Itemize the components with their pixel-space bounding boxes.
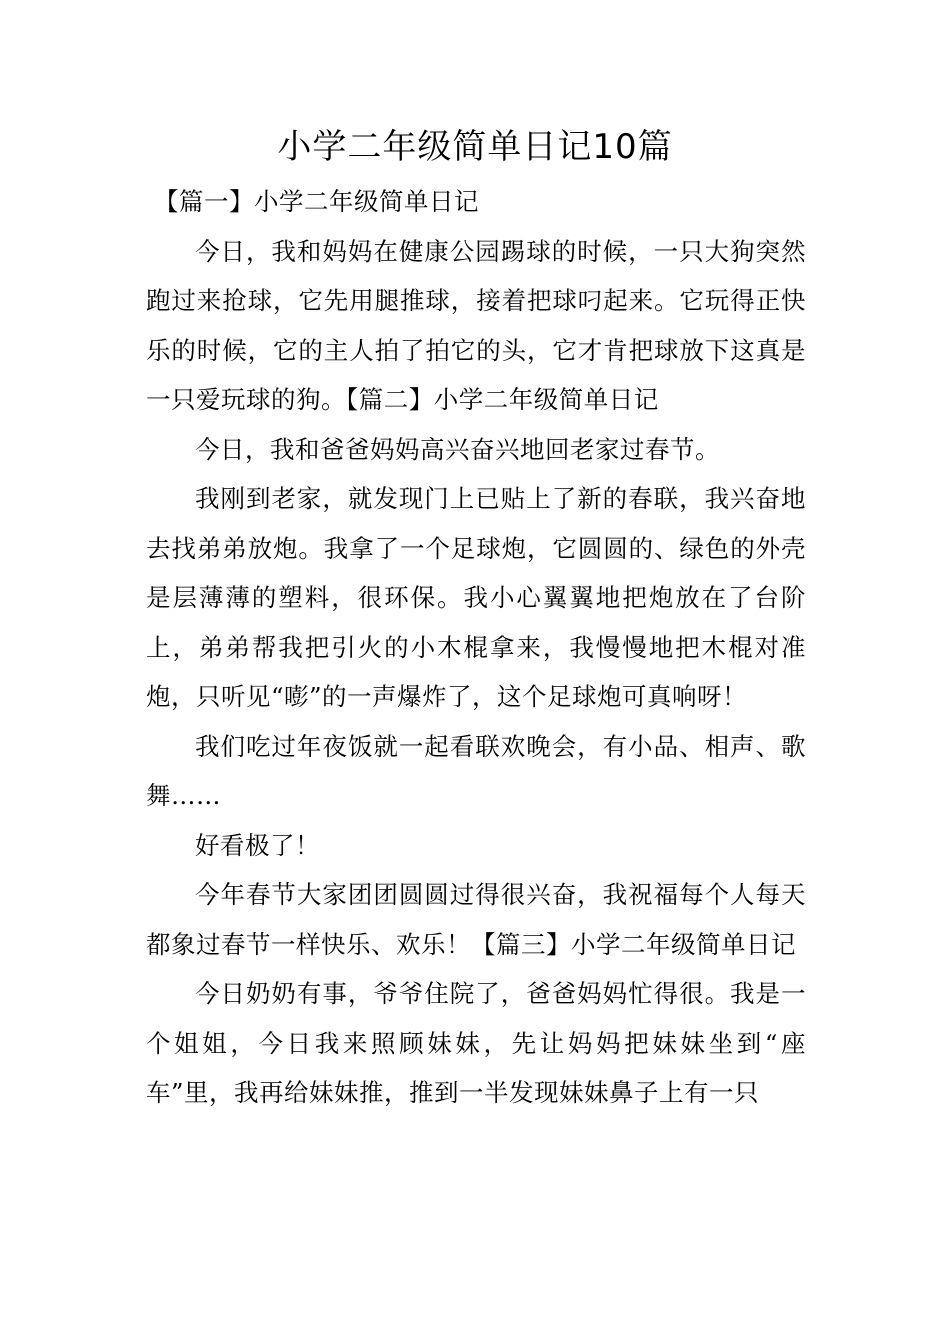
paragraph: 好看极了！: [195, 830, 320, 860]
paragraph: 今年春节大家团团圆圆过得很兴奋，我祝福每个人每天都象过春节一样快乐、欢乐！【篇三】小学二年级简单日记: [146, 880, 806, 959]
paragraph: 我刚到老家，就发现门上已贴上了新的春联，我兴奋地去找弟弟放炮。我拿了一个足球炮，它圆圆的、绿色的外壳是层薄薄的塑料，很环保。我小心翼翼地把炮放在了台阶上，弟弟帮我把引火的小木棍拿来，我慢慢地把木棍对准炮，只听见“嘭”的一声爆炸了，这个足球炮可真响呀！: [146, 484, 806, 711]
paragraph: 我们吃过年夜饭就一起看联欢晚会，有小品、相声、歌舞……: [146, 731, 806, 810]
document-title: 小学二年级简单日记10篇: [277, 127, 673, 167]
paragraph: 今日，我和妈妈在健康公园踢球的时候，一只大狗突然跑过来抢球，它先用腿推球，接着把球叼起来。它玩得正快乐的时候，它的主人拍了拍它的头，它才肯把球放下这真是一只爱玩球的狗。【篇二】小学二年级简单日记: [146, 236, 806, 414]
paragraph: 今日奶奶有事，爷爷住院了，爸爸妈妈忙得很。我是一个姐姐，今日我来照顾妹妹，先让妈妈把妹妹坐到“座车”里，我再给妹妹推，推到一半发现妹妹鼻子上有一只: [146, 979, 806, 1107]
document-body: [146, 177, 806, 1118]
paragraph: 今日，我和爸爸妈妈高兴奋兴地回老家过春节。: [195, 434, 720, 464]
section-heading: 【篇一】小学二年级简单日记: [154, 187, 479, 216]
